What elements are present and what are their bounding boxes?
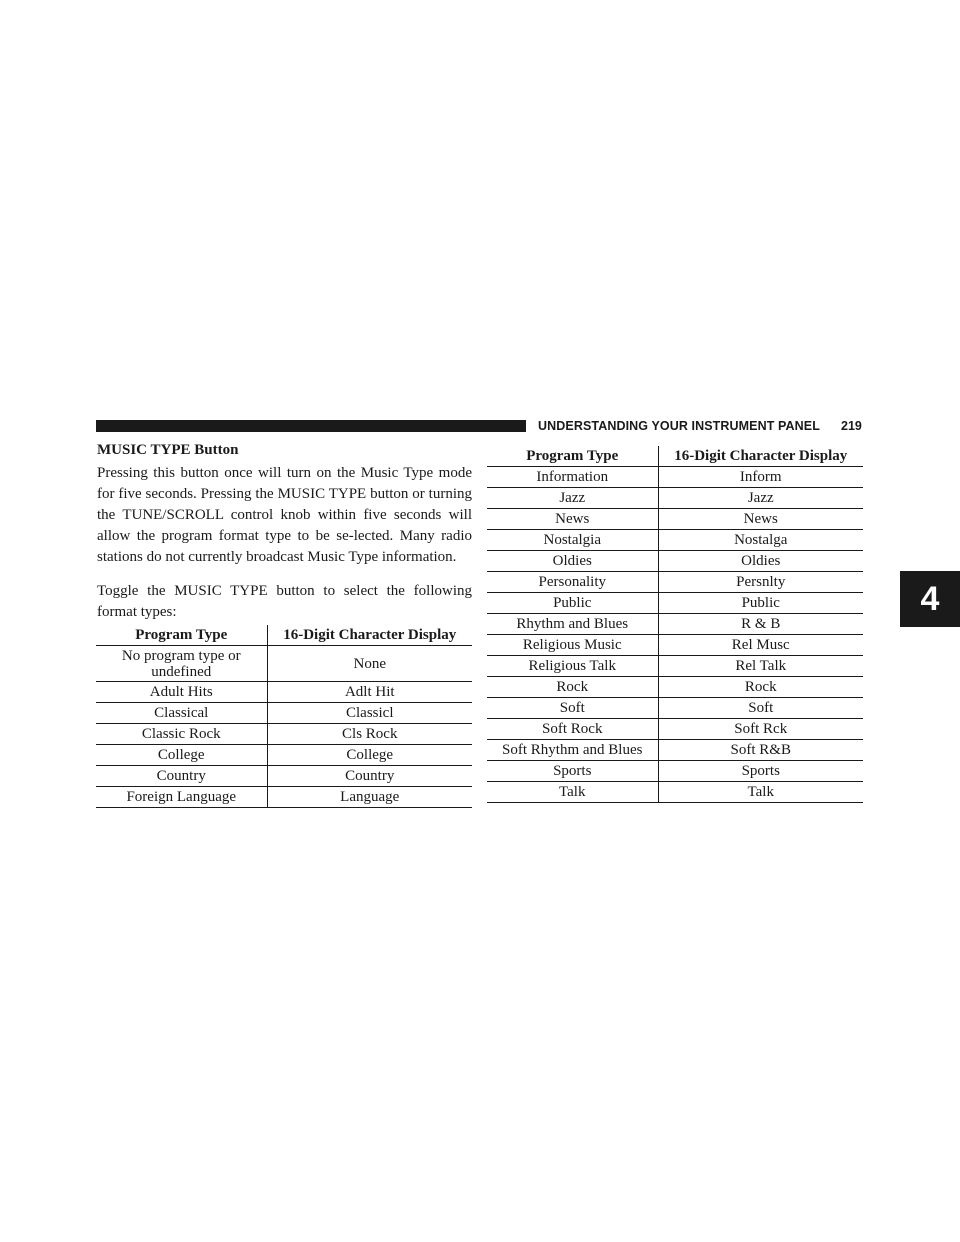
display-cell: College [267, 745, 472, 766]
table-row [487, 677, 863, 698]
display-cell: None [267, 646, 472, 682]
column-header-program-type: Program Type [96, 625, 267, 646]
program-type-cell: Information [487, 467, 658, 488]
display-cell: Soft [658, 698, 863, 719]
table-row [96, 745, 472, 766]
table-row [487, 530, 863, 551]
table-row [487, 635, 863, 656]
program-type-cell: Classic Rock [96, 724, 267, 745]
body-paragraph-2: Toggle the MUSIC TYPE button to select the following format types: [97, 583, 472, 620]
display-cell: Nostalga [658, 530, 863, 551]
program-type-cell: Religious Music [487, 635, 658, 656]
table-row [96, 766, 472, 787]
program-type-cell: Rock [487, 677, 658, 698]
table-row [487, 614, 863, 635]
program-type-cell: Sports [487, 761, 658, 782]
display-cell: Rel Talk [658, 656, 863, 677]
display-cell: Language [267, 787, 472, 808]
program-type-cell: Soft Rhythm and Blues [487, 740, 658, 761]
table-row [96, 787, 472, 808]
table-row [487, 761, 863, 782]
running-header-title: UNDERSTANDING YOUR INSTRUMENT PANEL [538, 419, 820, 433]
program-type-cell: Rhythm and Blues [487, 614, 658, 635]
table-row [96, 724, 472, 745]
column-header-program-type: Program Type [487, 446, 658, 467]
column-header-display: 16-Digit Character Display [658, 446, 863, 467]
display-cell: R & B [658, 614, 863, 635]
display-cell: Talk [658, 782, 863, 803]
table-row [487, 572, 863, 593]
display-cell: Public [658, 593, 863, 614]
program-type-cell: Talk [487, 782, 658, 803]
table-row [487, 551, 863, 572]
program-type-cell [96, 646, 267, 682]
body-paragraph-1: Pressing this button once will turn on the Music Type mode for five seconds. Pressing the MUSIC TYPE button or turning the TUNE/SCROLL control knob within five seconds will allow the program format type to be se-lected. Many radio stations do not currently broadcast Music Type information. [97, 465, 472, 565]
section-heading: MUSIC TYPE Button [97, 442, 239, 458]
program-type-cell: Religious Talk [487, 656, 658, 677]
table-row [96, 703, 472, 724]
display-cell: Oldies [658, 551, 863, 572]
table-row [487, 593, 863, 614]
program-type-cell: Soft Rock [487, 719, 658, 740]
table-row [487, 656, 863, 677]
display-cell: Persnlty [658, 572, 863, 593]
table-header-row [96, 625, 472, 646]
program-type-table-1 [96, 625, 472, 808]
display-cell: Rel Musc [658, 635, 863, 656]
program-type-text: No program type or undefined [121, 647, 241, 680]
program-type-cell: Soft [487, 698, 658, 719]
program-type-cell: Personality [487, 572, 658, 593]
header-rule [96, 420, 526, 432]
display-cell: Cls Rock [267, 724, 472, 745]
table-row [96, 646, 472, 682]
program-type-cell: Classical [96, 703, 267, 724]
display-cell: Sports [658, 761, 863, 782]
table-header-row [487, 446, 863, 467]
program-type-table-2 [487, 446, 863, 803]
display-cell: Adlt Hit [267, 682, 472, 703]
program-type-cell: Nostalgia [487, 530, 658, 551]
table-row [487, 698, 863, 719]
display-cell: Soft R&B [658, 740, 863, 761]
chapter-tab: 4 [900, 571, 960, 627]
table-row [487, 719, 863, 740]
table-row [487, 740, 863, 761]
program-type-cell: Foreign Language [96, 787, 267, 808]
column-header-display: 16-Digit Character Display [267, 625, 472, 646]
program-type-cell: Adult Hits [96, 682, 267, 703]
display-cell: News [658, 509, 863, 530]
display-cell: Jazz [658, 488, 863, 509]
program-type-cell: Oldies [487, 551, 658, 572]
display-cell: Rock [658, 677, 863, 698]
program-type-cell: Jazz [487, 488, 658, 509]
display-cell: Inform [658, 467, 863, 488]
display-cell: Country [267, 766, 472, 787]
program-type-cell: Country [96, 766, 267, 787]
program-type-cell: College [96, 745, 267, 766]
program-type-cell: News [487, 509, 658, 530]
table-row [487, 488, 863, 509]
table-row [96, 682, 472, 703]
display-cell: Classicl [267, 703, 472, 724]
program-type-cell: Public [487, 593, 658, 614]
display-cell: Soft Rck [658, 719, 863, 740]
table-row [487, 467, 863, 488]
table-row [487, 509, 863, 530]
page-number: 219 [841, 419, 862, 433]
table-row [487, 782, 863, 803]
